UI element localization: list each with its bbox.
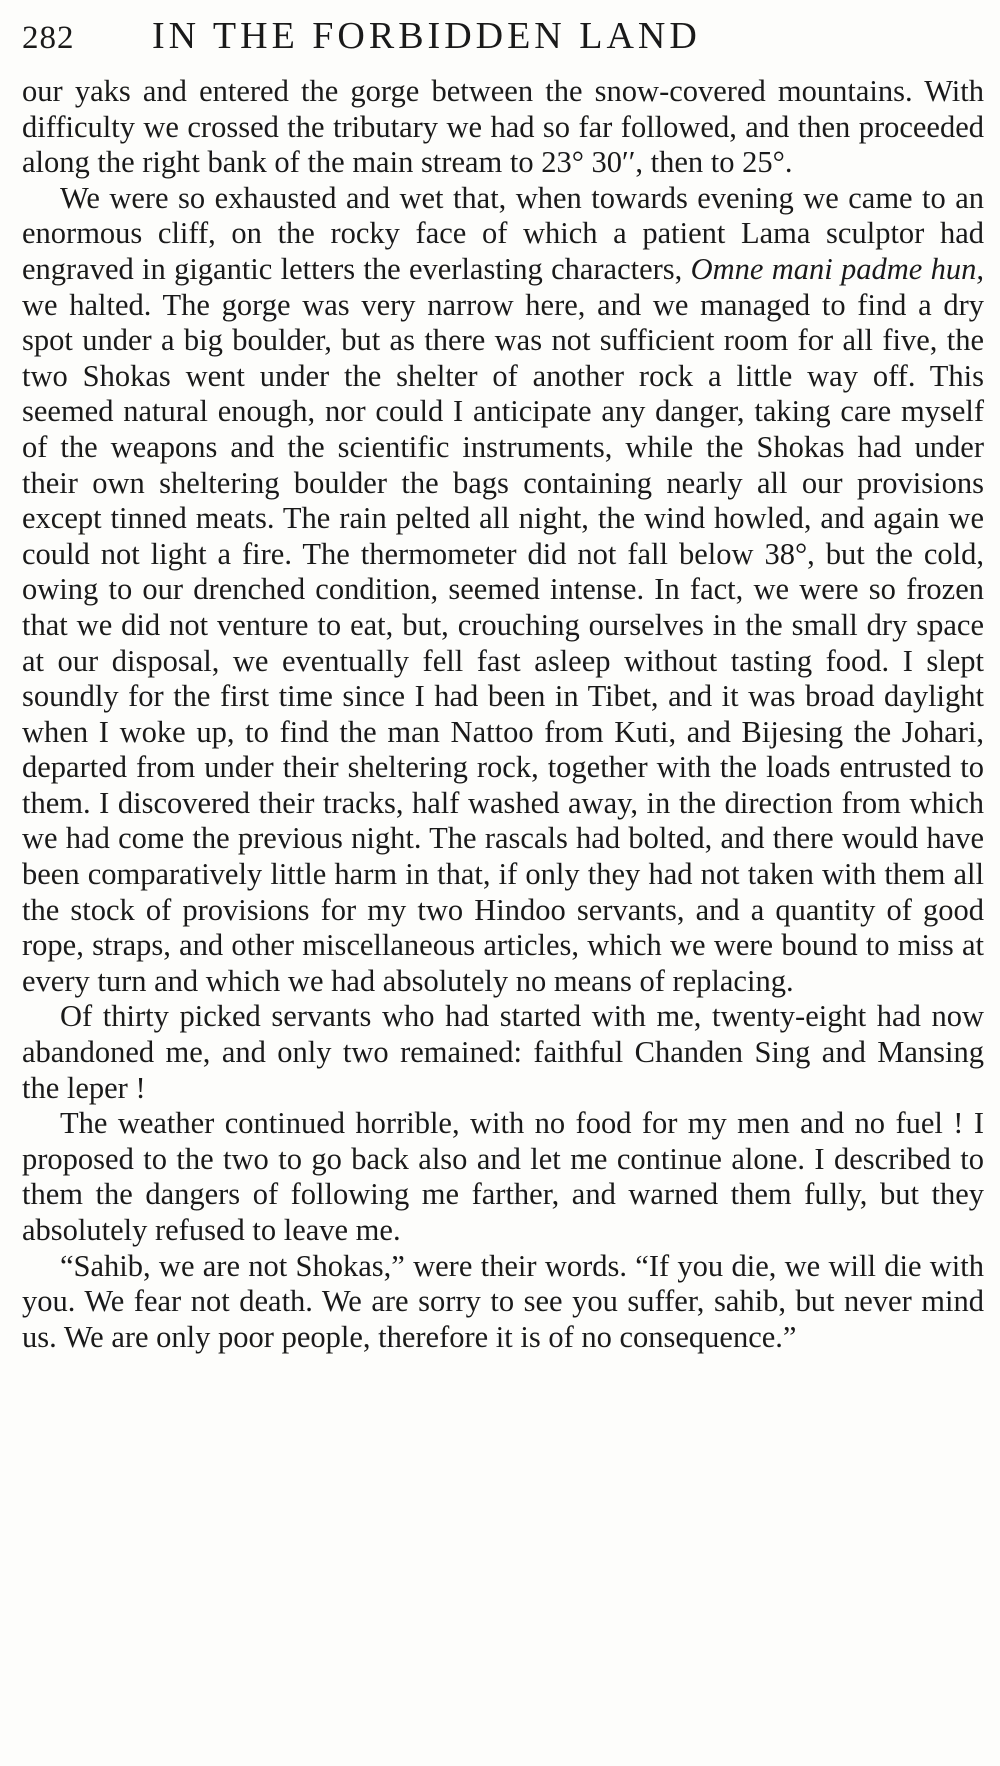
paragraph bbox=[22, 181, 984, 1000]
paragraph: “Sahib, we are not Shokas,” were their words. “If you die, we will die with you. We fear not death. We are sorry to see you suffer, sahib, but never mind us. We are only poor people, therefore it is of no consequence.” bbox=[22, 1248, 984, 1354]
running-title: IN THE FORBIDDEN LAND bbox=[152, 15, 701, 57]
inscription-italic: Omne mani padme hun, bbox=[690, 251, 984, 286]
paragraph-text: we halted. The gorge was very narrow here, and we managed to find a dry spot under a big boulder, but as there was not sufficient room for all five, the two Shokas went under the shelter of another rock a little way off. This seemed natural enough, nor could I anticipate any danger, taking care myself of the weapons and the scientific instruments, while the Shokas had under their own sheltering boulder the bags containing nearly all our provisions except tinned meats. The rain pelted all night, the wind howled, and again we could not light a fire. The thermometer did not fall below 38°, but the cold, owing to our drenched condition, seemed intense. In fact, we were so frozen that we did not venture to eat, but, crouching ourselves in the small dry space at our disposal, we eventually fell fast asleep without tasting food. I slept soundly for the first time since I had been in Tibet, and it was broad daylight when I woke up, to find the man Nattoo from Kuti, and Bijesing the Johari, departed from under their sheltering rock, together with the loads entrusted to them. I discovered their tracks, half washed away, in the direction from which we had come the previous night. The rascals had bolted, and there would have been comparatively little harm in that, if only they had not taken with them all the stock of provisions for my two Hindoo servants, and a quantity of good rope, straps, and other miscellaneous articles, which we were bound to miss at every turn and which we had absolutely no means of replacing. bbox=[22, 287, 984, 998]
body-text bbox=[22, 74, 984, 1355]
paragraph: our yaks and entered the gorge between the snow-covered mountains. With difficulty we crossed the tributary we had so far followed, and then proceeded along the right bank of the main stream to 23° 30′′, then to 25°. bbox=[22, 74, 984, 180]
paragraph: The weather continued horrible, with no food for my men and no fuel ! I proposed to the two to go back also and let me continue alone. I described to them the dangers of following me farther, and warned them fully, but they absolutely refused to leave me. bbox=[22, 1106, 984, 1247]
paragraph: Of thirty picked servants who had started with me, twenty-eight had now abandoned me, and only two remained: faithful Chanden Sing and Mansing the leper ! bbox=[22, 999, 984, 1105]
paragraph-text: We were so exhausted and wet that, when towards evening we came to an enormous cliff, on the rocky face of which a patient Lama sculptor had engraved in gigantic letters the everlasting characters, bbox=[22, 180, 984, 286]
page-number: 282 bbox=[22, 20, 75, 56]
running-head bbox=[22, 14, 982, 64]
